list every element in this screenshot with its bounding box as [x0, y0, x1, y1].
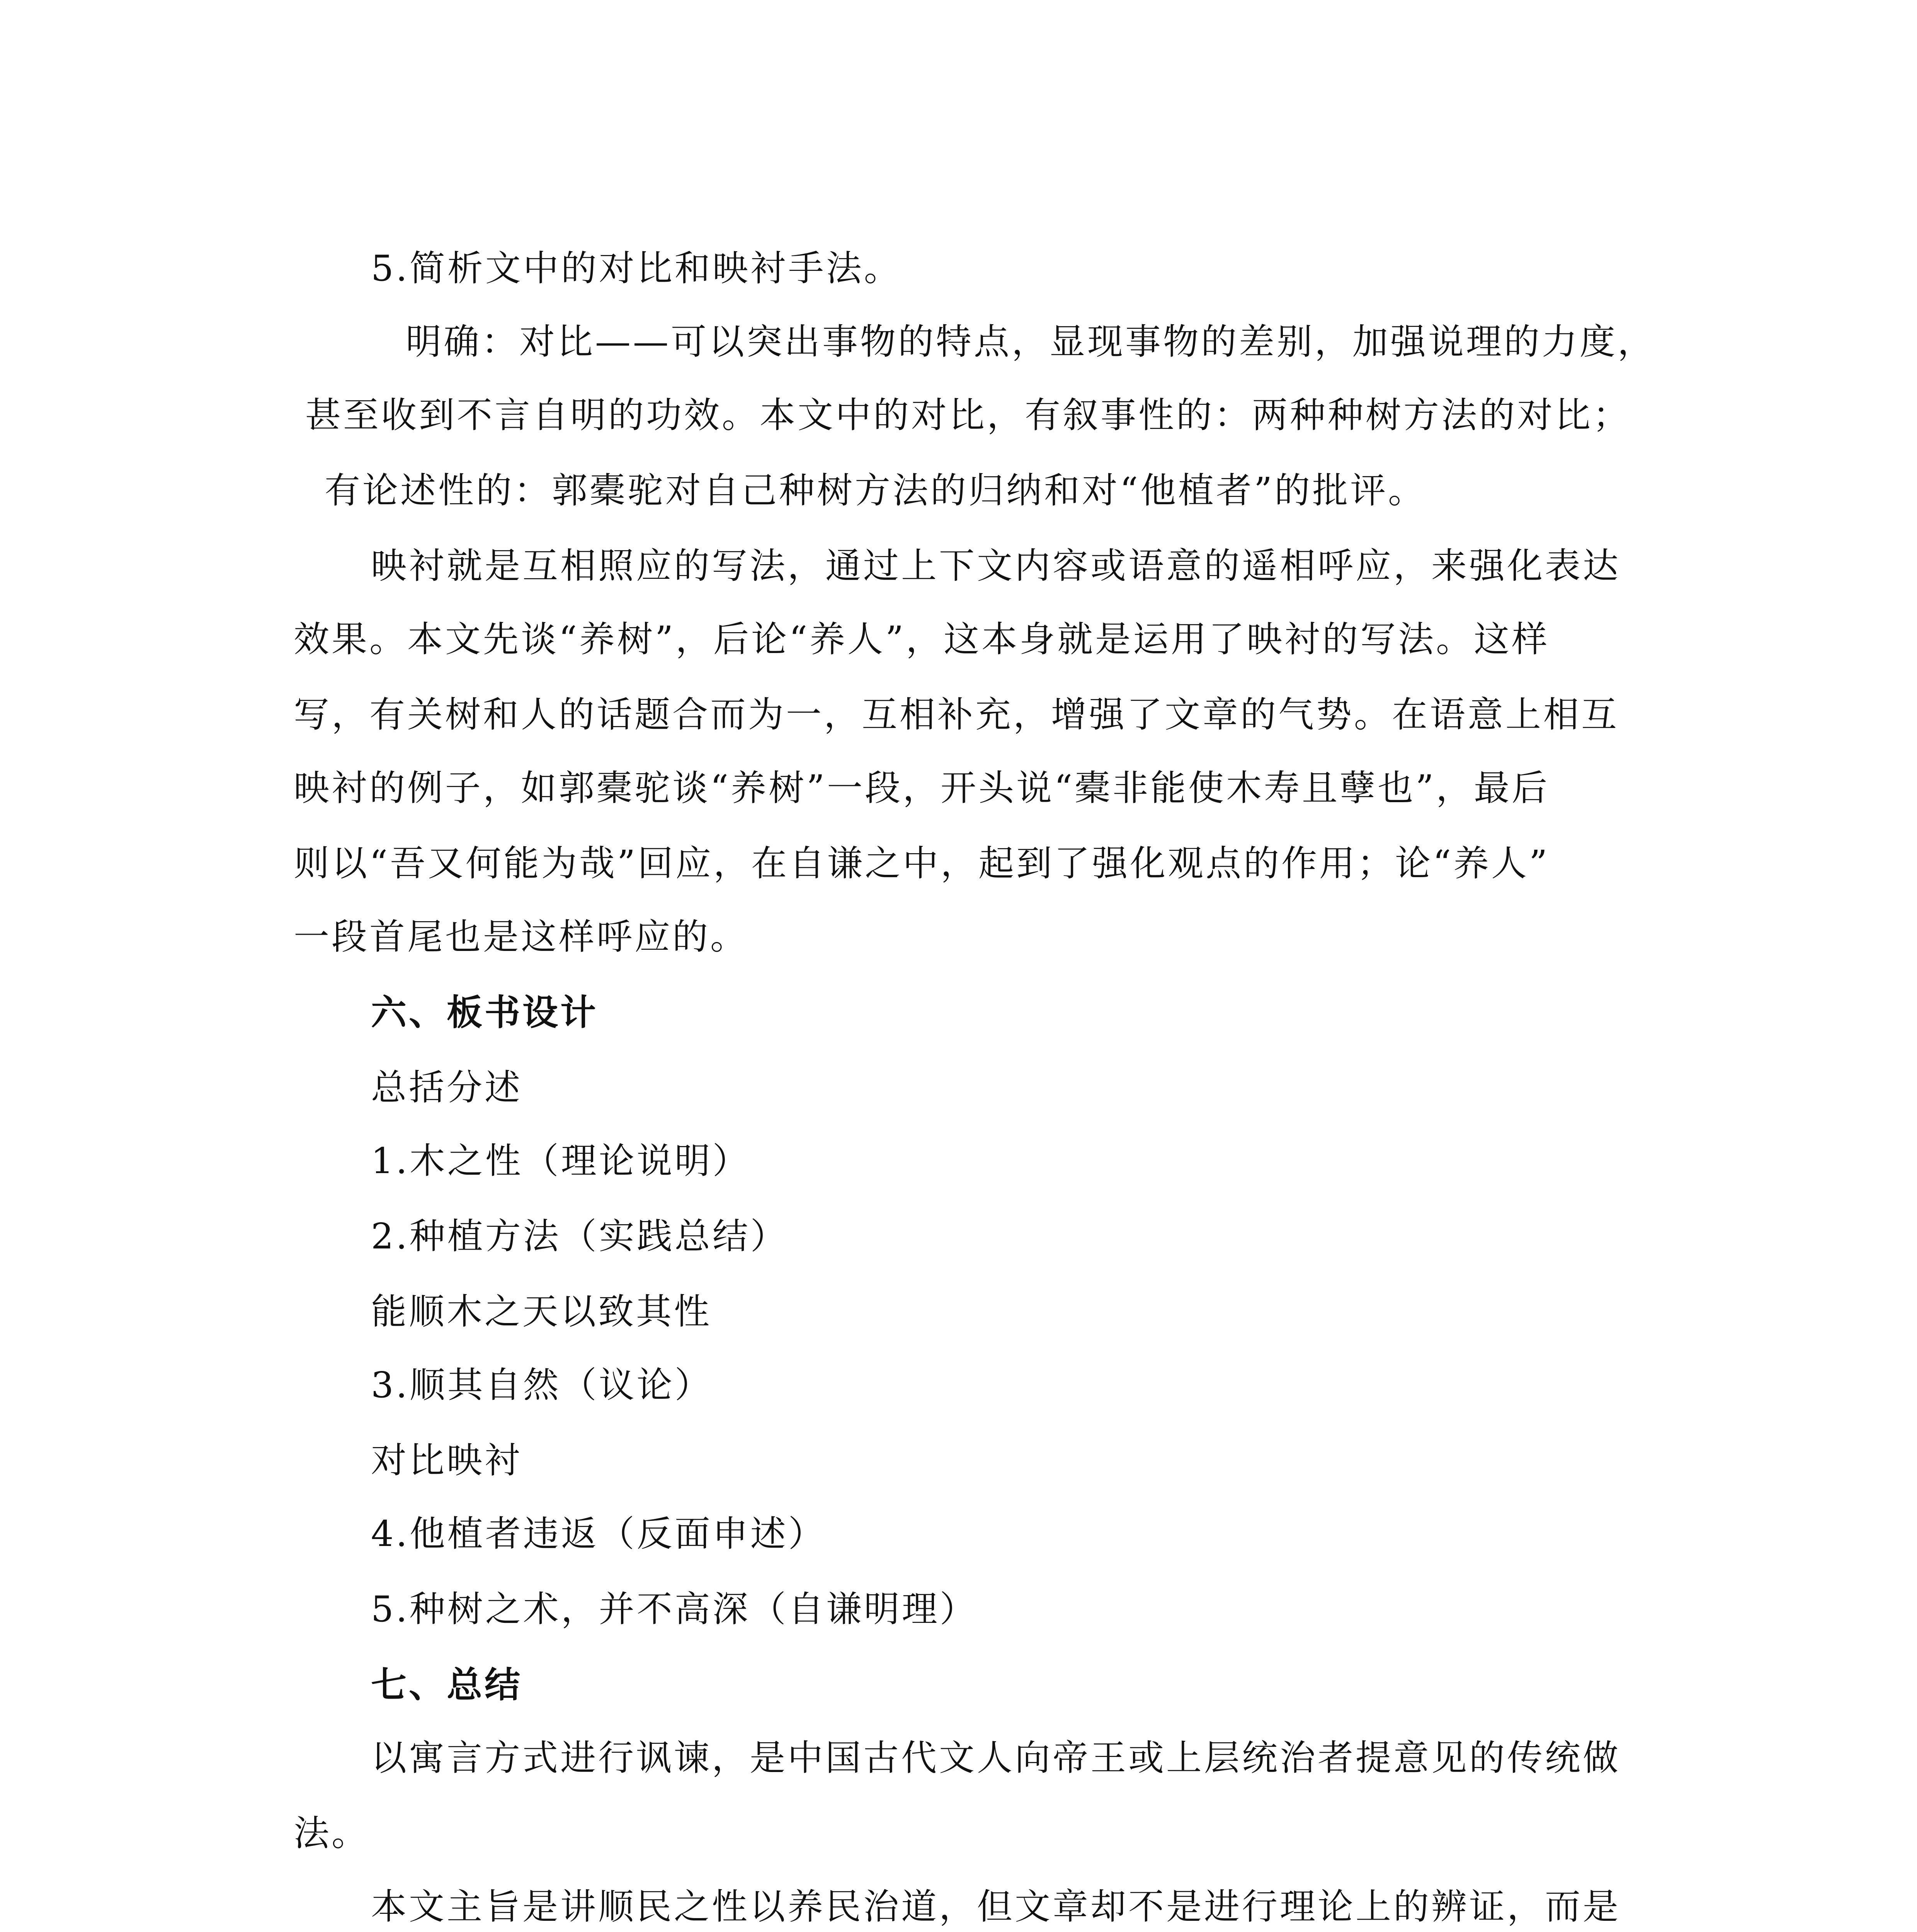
answer-paragraph-2-line-1: 映衬就是互相照应的写法，通过上下文内容或语意的遥相呼应，来强化表达 — [371, 545, 1621, 587]
board-item-3: 2.种植方法（实践总结） — [371, 1216, 788, 1257]
answer-paragraph-2-line-2: 效果。本文先谈“养树”，后论“养人”，这本身就是运用了映衬的写法。这样 — [294, 619, 1550, 660]
item-5-title: 5.简析文中的对比和映衬手法。 — [371, 248, 902, 289]
answer-paragraph-2-line-3: 写，有关树和人的话题合而为一，互相补充，增强了文章的气势。在语意上相互 — [294, 694, 1619, 735]
board-item-2: 1.木之性（理论说明） — [371, 1140, 750, 1182]
board-item-7: 4.他植者违返（反面申述） — [371, 1513, 826, 1554]
board-item-5: 3.顺其自然（议论） — [371, 1364, 713, 1406]
section-6-heading: 六、板书设计 — [371, 992, 599, 1033]
answer-paragraph-1-line-2: 甚至收到不言自明的功效。本文中的对比，有叙事性的：两种种树方法的对比； — [305, 395, 1631, 436]
answer-paragraph-2-line-4: 映衬的例子，如郭橐驼谈“养树”一段，开头说“橐非能使木寿且孽也”，最后 — [294, 767, 1550, 809]
answer-paragraph-2-line-6: 一段首尾也是这样呼应的。 — [294, 916, 748, 957]
board-item-8: 5.种树之术，并不高深（自谦明理） — [371, 1588, 978, 1630]
section-7-heading: 七、总结 — [371, 1664, 523, 1706]
summary-paragraph-1-line-1: 以寓言方式进行讽谏，是中国古代文人向帝王或上层统治者提意见的传统做 — [371, 1737, 1621, 1779]
board-item-4: 能顺木之天以致其性 — [371, 1291, 712, 1332]
summary-paragraph-2-line-1: 本文主旨是讲顺民之性以养民治道，但文章却不是进行理论上的辨证，而是 — [371, 1886, 1621, 1927]
board-item-1: 总括分述 — [371, 1067, 523, 1108]
summary-paragraph-1-line-2: 法。 — [294, 1813, 370, 1854]
answer-paragraph-1-line-3: 有论述性的：郭橐驼对自己种树方法的归纳和对“他植者”的批评。 — [325, 470, 1426, 511]
board-item-6: 对比映衬 — [371, 1440, 523, 1481]
answer-paragraph-2-line-5: 则以“吾又何能为哉”回应，在自谦之中，起到了强化观点的作用；论“养人” — [294, 843, 1550, 884]
answer-paragraph-1-line-1: 明确：对比——可以突出事物的特点，显现事物的差别，加强说理的力度， — [406, 321, 1656, 362]
